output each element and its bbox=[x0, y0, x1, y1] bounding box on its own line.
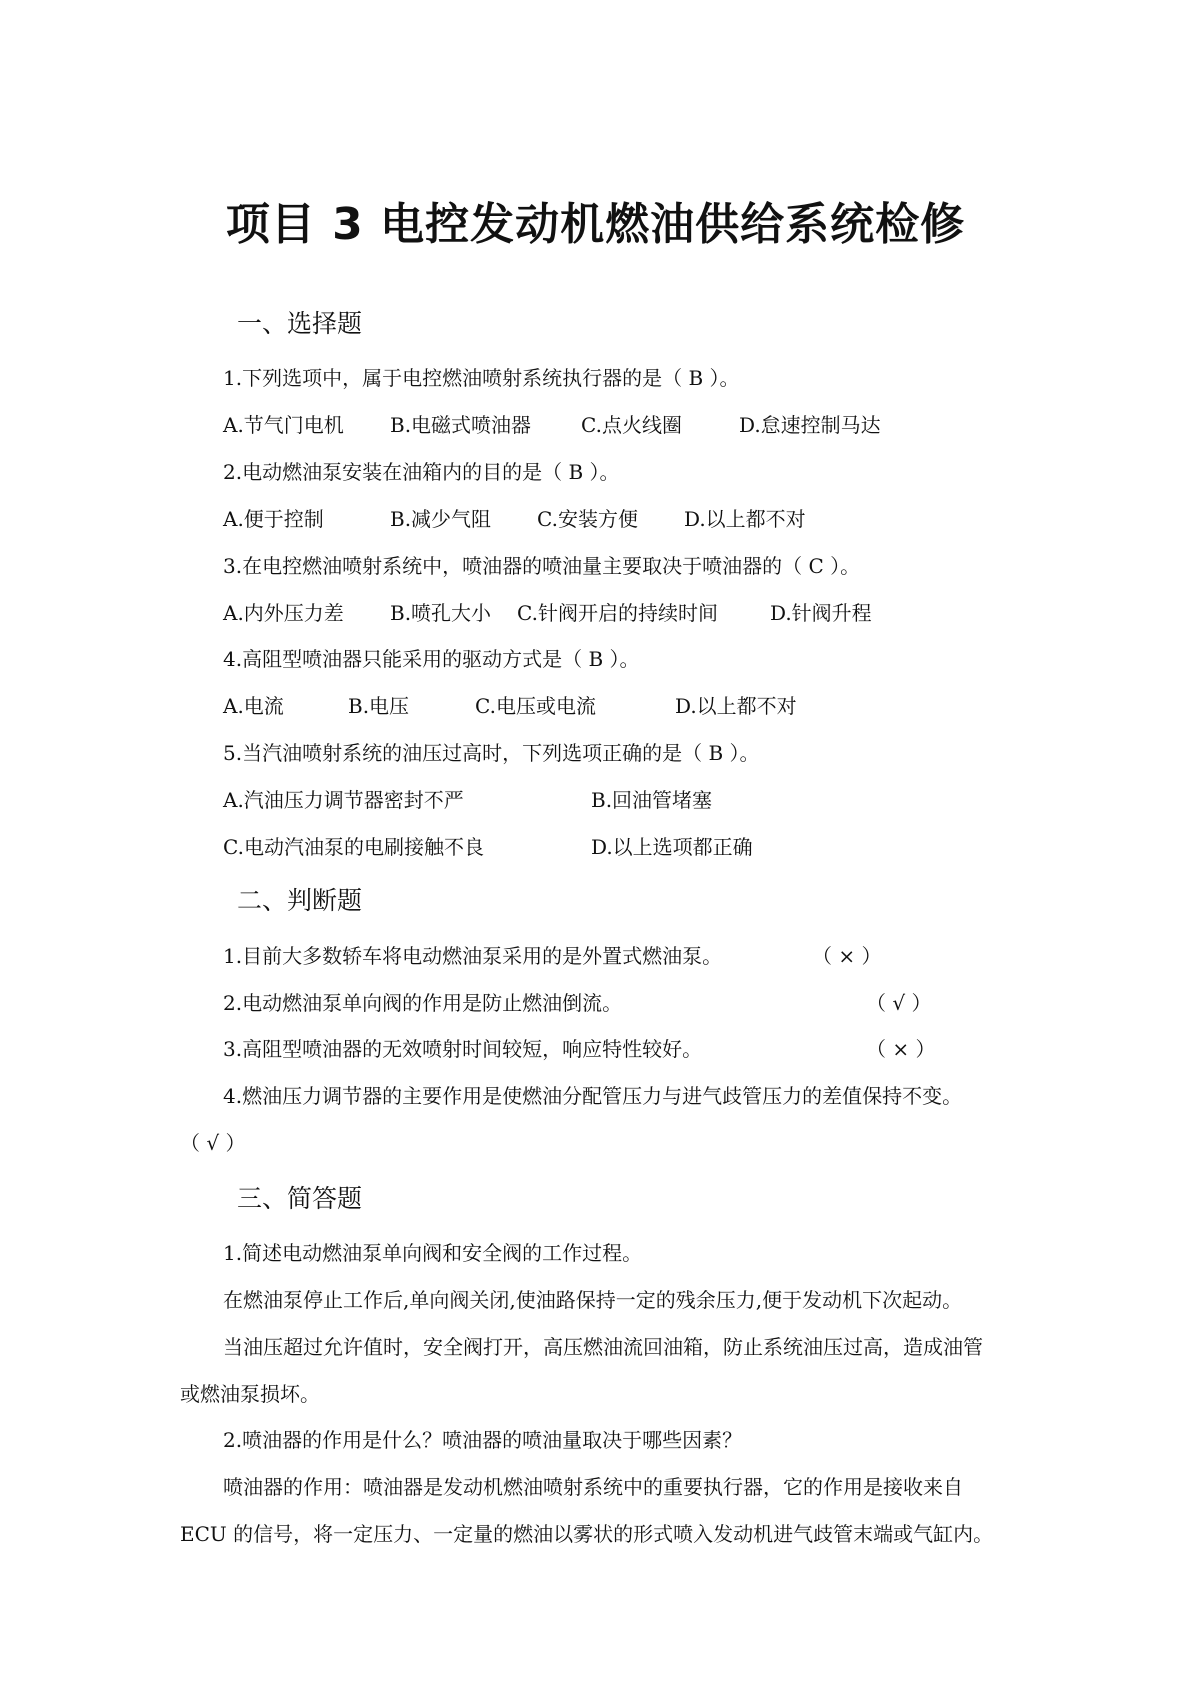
choice-1-option-b: B.电磁式喷油器 bbox=[390, 413, 532, 437]
judge-question-2: 2.电动燃油泵单向阀的作用是防止燃油倒流。 bbox=[223, 991, 623, 1015]
choice-question-5: 5.当汽油喷射系统的油压过高时，下列选项正确的是（ B ）。 bbox=[223, 741, 760, 765]
choice-5-option-b: B.回油管堵塞 bbox=[591, 788, 713, 812]
choice-question-1: 1.下列选项中，属于电控燃油喷射系统执行器的是（ B ）。 bbox=[223, 366, 740, 390]
section-heading-choice: 一、选择题 bbox=[237, 309, 363, 338]
choice-3-option-a: A.内外压力差 bbox=[223, 601, 344, 625]
choice-1-option-d: D.怠速控制马达 bbox=[739, 413, 881, 437]
choice-4-option-c: C.电压或电流 bbox=[475, 694, 596, 718]
choice-4-option-d: D.以上都不对 bbox=[675, 694, 797, 718]
choice-2-option-c: C.安装方便 bbox=[537, 507, 638, 531]
choice-2-option-a: A.便于控制 bbox=[223, 507, 324, 531]
judge-answer-1: （ × ） bbox=[812, 944, 882, 968]
choice-question-2: 2.电动燃油泵安装在油箱内的目的是（ B ）。 bbox=[223, 460, 620, 484]
page-title: 项目 3 电控发动机燃油供给系统检修 bbox=[225, 199, 966, 250]
judge-answer-4: （ √ ） bbox=[180, 1131, 246, 1155]
choice-2-option-b: B.减少气阻 bbox=[390, 507, 492, 531]
short-answer-1-paragraph-2: 当油压超过允许值时，安全阀打开，高压燃油流回油箱，防止系统油压过高，造成油管 bbox=[223, 1335, 983, 1359]
choice-4-option-b: B.电压 bbox=[348, 694, 410, 718]
choice-5-option-a: A.汽油压力调节器密封不严 bbox=[223, 788, 464, 812]
choice-3-option-b: B.喷孔大小 bbox=[390, 601, 492, 625]
judge-question-4: 4.燃油压力调节器的主要作用是使燃油分配管压力与进气歧管压力的差值保持不变。 bbox=[223, 1084, 963, 1108]
choice-3-option-c: C.针阀开启的持续时间 bbox=[517, 601, 718, 625]
short-answer-2-line-1: 喷油器的作用：喷油器是发动机燃油喷射系统中的重要执行器，它的作用是接收来自 bbox=[223, 1475, 963, 1499]
judge-answer-2: （ √ ） bbox=[866, 991, 932, 1015]
section-heading-judge: 二、判断题 bbox=[237, 886, 363, 915]
choice-1-option-a: A.节气门电机 bbox=[223, 413, 344, 437]
choice-2-option-d: D.以上都不对 bbox=[684, 507, 806, 531]
judge-answer-3: （ × ） bbox=[866, 1037, 936, 1061]
short-question-1: 1.简述电动燃油泵单向阀和安全阀的工作过程。 bbox=[223, 1241, 643, 1265]
short-answer-1-paragraph-2-cont: 或燃油泵损坏。 bbox=[180, 1382, 320, 1406]
choice-question-4: 4.高阻型喷油器只能采用的驱动方式是（ B ）。 bbox=[223, 647, 640, 671]
judge-question-1: 1.目前大多数轿车将电动燃油泵采用的是外置式燃油泵。 bbox=[223, 944, 723, 968]
choice-1-option-c: C.点火线圈 bbox=[581, 413, 682, 437]
choice-5-option-c: C.电动汽油泵的电刷接触不良 bbox=[223, 835, 484, 859]
judge-question-3: 3.高阻型喷油器的无效喷射时间较短，响应特性较好。 bbox=[223, 1037, 703, 1061]
choice-question-3: 3.在电控燃油喷射系统中，喷油器的喷油量主要取决于喷油器的（ C ）。 bbox=[223, 554, 861, 578]
short-question-2: 2.喷油器的作用是什么？喷油器的喷油量取决于哪些因素？ bbox=[223, 1428, 743, 1452]
choice-3-option-d: D.针阀升程 bbox=[770, 601, 872, 625]
section-heading-short: 三、简答题 bbox=[237, 1184, 363, 1213]
short-answer-2-line-2: ECU 的信号，将一定压力、一定量的燃油以雾状的形式喷入发动机进气歧管末端或气缸内。 bbox=[180, 1522, 994, 1546]
choice-5-option-d: D.以上选项都正确 bbox=[591, 835, 753, 859]
choice-4-option-a: A.电流 bbox=[223, 694, 284, 718]
short-answer-1-paragraph-1: 在燃油泵停止工作后,单向阀关闭,使油路保持一定的残余压力,便于发动机下次起动。 bbox=[223, 1288, 963, 1312]
